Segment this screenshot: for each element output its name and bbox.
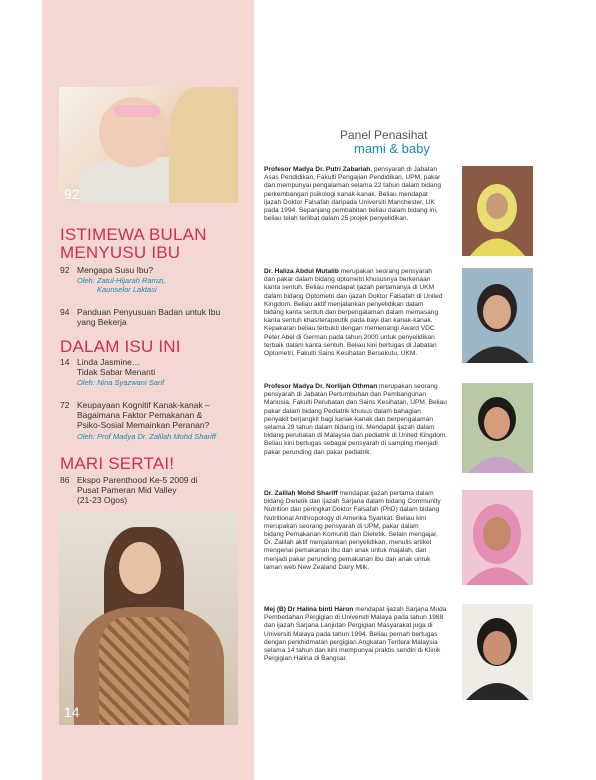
entry-page-number: 94 xyxy=(60,307,70,317)
advisor-portrait xyxy=(462,268,533,363)
cover-woman-photo[interactable] xyxy=(59,512,238,725)
entry-byline: Oleh: Zatul-Hijarah Ramzi, Kaunselor Laktasi xyxy=(77,276,166,294)
entry-byline: Oleh: Prof Madya Dr. Zalilah Mohd Shariff xyxy=(77,432,216,441)
advisor-portrait xyxy=(462,166,533,256)
entry-page-number: 92 xyxy=(60,265,70,275)
portrait-silhouette-icon xyxy=(462,166,533,256)
entry-title[interactable]: Panduan Penyusuan Badan untuk Ibu yang Bekerja xyxy=(77,307,221,327)
section-title-mari-sertai: MARI SERTAI! xyxy=(60,454,175,473)
entry-title[interactable]: Linda Jasmine… Tidak Sabar Menanti xyxy=(77,357,156,377)
section-title-dalam-isu-ini: DALAM ISU INI xyxy=(60,337,181,356)
portrait-silhouette-icon xyxy=(462,490,533,585)
advisor-portrait xyxy=(462,490,533,585)
section-title-istimewa: ISTIMEWA BULAN MENYUSU IBU xyxy=(60,225,207,262)
advisor-bio: Dr. Haliza Abdul Mutalib merupakan seorang pensyarah dan pakar dalam bidang optometri khususnya berkenaan kanta sentuh. Beliau mendapat ijazah pertamanya di UKM dalam bidang Optometri dan ijazah Doktor Falsafah di United Kingdom. Beliau aktif menjalankan penyelidikan dalam bidang kanta sentuh dan berpengalaman dalam memasang kanta sentuh khas/terapeutik pada bayi dan kanak-kanak. Kepakaran beliau terbukti dengan memenangi Award VDC Peter Abel di German pada tahun 2000 untuk penyelidikan terbaik dalam kanta sentuh. Beliau kini bertugas di Jabatan Optometri, Fakulti Sains Kesihatan Bersekutu, UKM. xyxy=(264,268,443,358)
portrait-silhouette-icon xyxy=(462,383,533,473)
photo-page-number: 14 xyxy=(64,704,80,720)
advisor-portrait xyxy=(462,383,533,473)
photo-page-number: 92 xyxy=(64,186,80,202)
panel-heading: Panel Penasihat xyxy=(340,128,428,142)
advisor-bio: Profesor Madya Dr. Norlijah Othman merupakan seorang pensyarah di Jabatan Pertumbuhan dan Pembangunan Manusia, Fakulti Perubatan dan Sains Kesihatan, UPM. Beliau pakar dalam bidang Pediatrik khusus dalam bahagian penyakit berjangkit bagi kanak-kanak dan berpengalaman selama 29 tahun dalam bidang ini. Mendapat ijazah dalam bidang perubatan di Malaysia dan pediatrik di United Kingdom. Beliau kini bertugas sebagai pensyarah di samping menjadi pakar perunding dan pakar pediatrik. xyxy=(264,383,448,456)
entry-page-number: 72 xyxy=(60,400,70,410)
entry-title[interactable]: Ekspo Parenthood Ke-5 2009 di Pusat Pameran Mid Valley (21-23 Ogos) xyxy=(77,475,198,505)
advisor-portrait xyxy=(462,604,533,700)
mother-baby-photo[interactable] xyxy=(59,87,238,203)
panel-subheading: mami & baby xyxy=(354,141,430,156)
portrait-silhouette-icon xyxy=(462,604,533,700)
entry-title[interactable]: Keupayaan Kognitif Kanak-kanak – Bagaimana Faktor Pemakanan & Psiko-Sosial Memainkan Peranan? xyxy=(77,400,210,430)
entry-byline: Oleh: Nina Syazwani Sarif xyxy=(77,378,165,387)
advisor-bio: Mej (B) Dr Halina binti Haron mendapat ijazah Sarjana Muda Pembedahan Pergigian di Universiti Malaya pada tahun 1988 dan ijazah Sarjana Lanjutan Pergigian Masyarakat juga di Universiti Malaya pada tahun 1994. Beliau pernah bertugas dengan perkhidmatan pergigian Angkatan Tentera Malaysia selama 14 tahun dan kini mempunyai praktis sendiri di Klinik Pergigian Halina di Bangsar. xyxy=(264,606,447,663)
entry-page-number: 14 xyxy=(60,357,70,367)
portrait-silhouette-icon xyxy=(462,268,533,363)
entry-page-number: 86 xyxy=(60,475,70,485)
advisor-bio: Dr. Zalilah Mohd Shariff mendapat ijazah pertama dalam bidang Dietetik dan ijazah Sarjana dalam bidang Community Nutrition dan peringkat Doktor Falsafah (PhD) dalam bidang Nutritional Anthropology di Amerika Syarikat. Beliau kini merupakan seorang pensyarah di UPM, pakar dalam bidang Pemakanan Komuniti dan Dietetik. Selain mengajar, Dr. Zalilah aktif menjalankan penyelidikan, menulis artikel mengenai pemakanan ibu dan anak untuk majalah, dan menjadi pakar perunding pemakanan ibu dan anak untuk laman web New Zealand Dairy Milk. xyxy=(264,490,441,571)
advisor-bio: Profesor Madya Dr. Putri Zabariah, pensyarah di Jabatan Asas Pendidikan, Fakulti Pengajian Pendidikan, UPM, pakar dan mempunyai pengalaman selama 22 tahun dalam bidang perkembangan psikologi kanak-kanak. Beliau mendapat ijazah Doktor Falsafah daripada Universiti Manchester, UK pada 1994. Sepanjang pembabitan beliau dalam bidang ini, beliau telah terlibat dalam 25 projek penyelidikan. xyxy=(264,166,442,223)
entry-title[interactable]: Mengapa Susu Ibu? xyxy=(77,265,154,275)
